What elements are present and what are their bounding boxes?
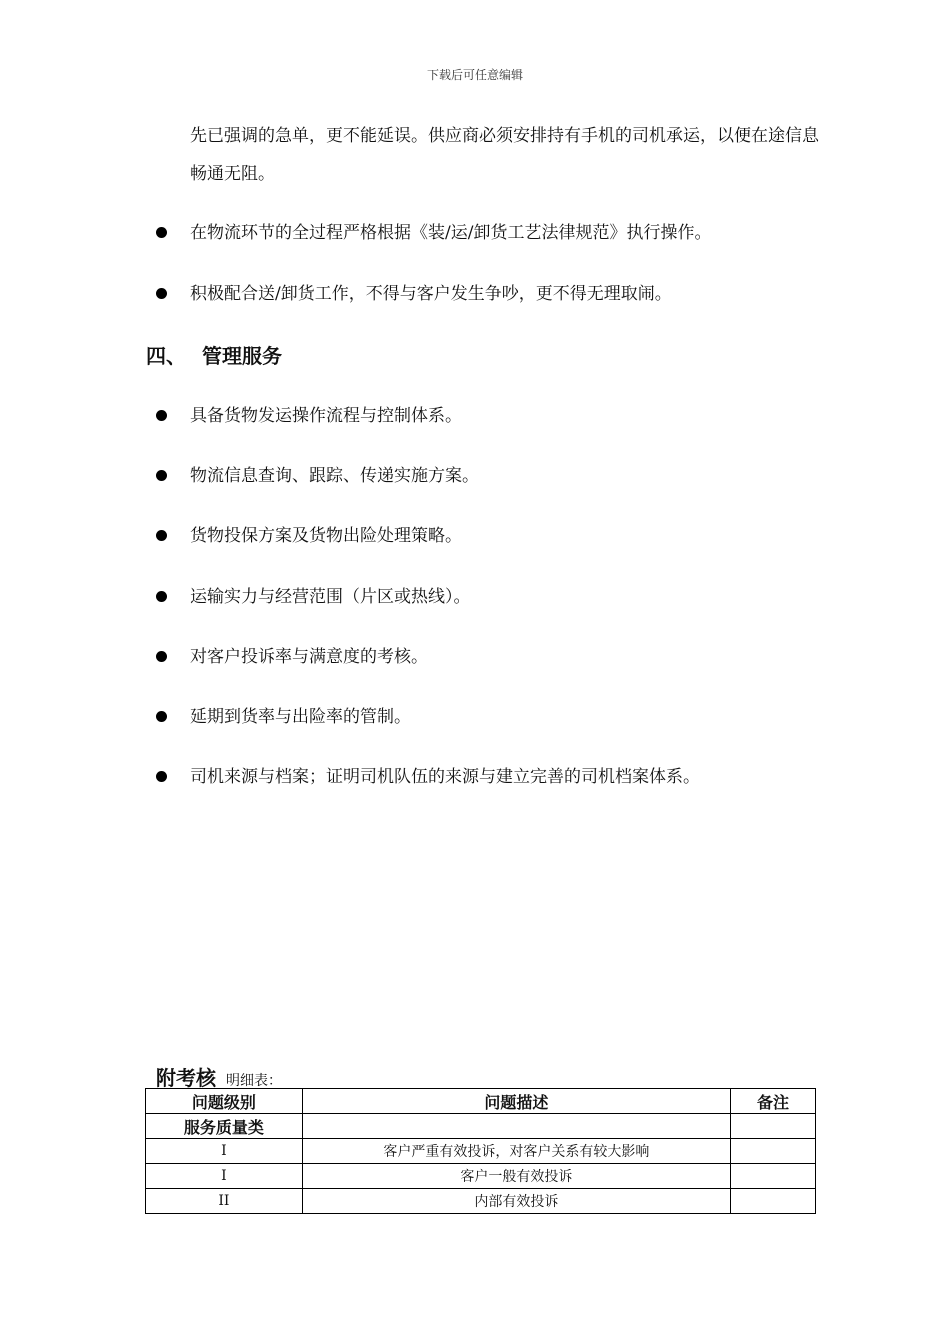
row-note: [731, 1189, 816, 1214]
bullet-dot-icon: [156, 410, 167, 421]
category-note: [731, 1114, 816, 1139]
row-level: I: [146, 1164, 303, 1189]
row-description: 客户一般有效投诉: [302, 1164, 730, 1189]
table-row: [146, 1139, 816, 1164]
header-level: 问题级别: [146, 1089, 303, 1114]
page-header-note: 下载后可任意编辑: [426, 68, 523, 82]
row-note: [731, 1139, 816, 1164]
table-row: [146, 1164, 816, 1189]
assessment-table: [145, 1088, 816, 1214]
row-note: [731, 1164, 816, 1189]
bullet-text: 具备货物发运操作流程与控制体系。: [190, 406, 462, 426]
intro-paragraph: 先已强调的急单，更不能延误。供应商必须安排持有手机的司机承运，以便在途信息畅通无阻。: [190, 126, 819, 184]
bullet-text: 延期到货率与出险率的管制。: [190, 707, 411, 727]
bullet-text: 运输实力与经营范围（片区或热线）。: [190, 587, 471, 607]
table-category-row: [146, 1114, 816, 1139]
bullet-dot-icon: [156, 227, 167, 238]
row-description: 客户严重有效投诉，对客户关系有较大影响: [302, 1139, 730, 1164]
bullet-dot-icon: [156, 711, 167, 722]
bullet-text: 物流信息查询、跟踪、传递实施方案。: [190, 466, 479, 486]
row-level: II: [146, 1189, 303, 1214]
bullet-text: 积极配合送/卸货工作，不得与客户发生争吵，更不得无理取闹。: [190, 284, 672, 304]
appendix-title: 附考核: [156, 1066, 216, 1090]
category-label: 服务质量类: [146, 1114, 303, 1139]
bullet-dot-icon: [156, 651, 167, 662]
header-note: 备注: [731, 1089, 816, 1114]
section-heading: [146, 340, 282, 369]
bullet-dot-icon: [156, 470, 167, 481]
section-number: 四、: [146, 344, 186, 368]
row-description: 内部有效投诉: [302, 1189, 730, 1214]
section-title: 管理服务: [202, 344, 282, 368]
bullet-dot-icon: [156, 591, 167, 602]
table-header-row: [146, 1089, 816, 1114]
bullet-dot-icon: [156, 771, 167, 782]
table-row: [146, 1189, 816, 1214]
appendix-subtitle: 明细表：: [226, 1073, 282, 1089]
bullet-text: 在物流环节的全过程严格根据《装/运/卸货工艺法律规范》执行操作。: [190, 223, 712, 243]
row-level: I: [146, 1139, 303, 1164]
bullet-text: 对客户投诉率与满意度的考核。: [190, 647, 428, 667]
bullet-text: 司机来源与档案；证明司机队伍的来源与建立完善的司机档案体系。: [190, 767, 700, 787]
bullet-text: 货物投保方案及货物出险处理策略。: [190, 526, 462, 546]
category-description: [302, 1114, 730, 1139]
bullet-dot-icon: [156, 288, 167, 299]
bullet-dot-icon: [156, 530, 167, 541]
header-description: 问题描述: [302, 1089, 730, 1114]
appendix-heading: [156, 1062, 282, 1091]
